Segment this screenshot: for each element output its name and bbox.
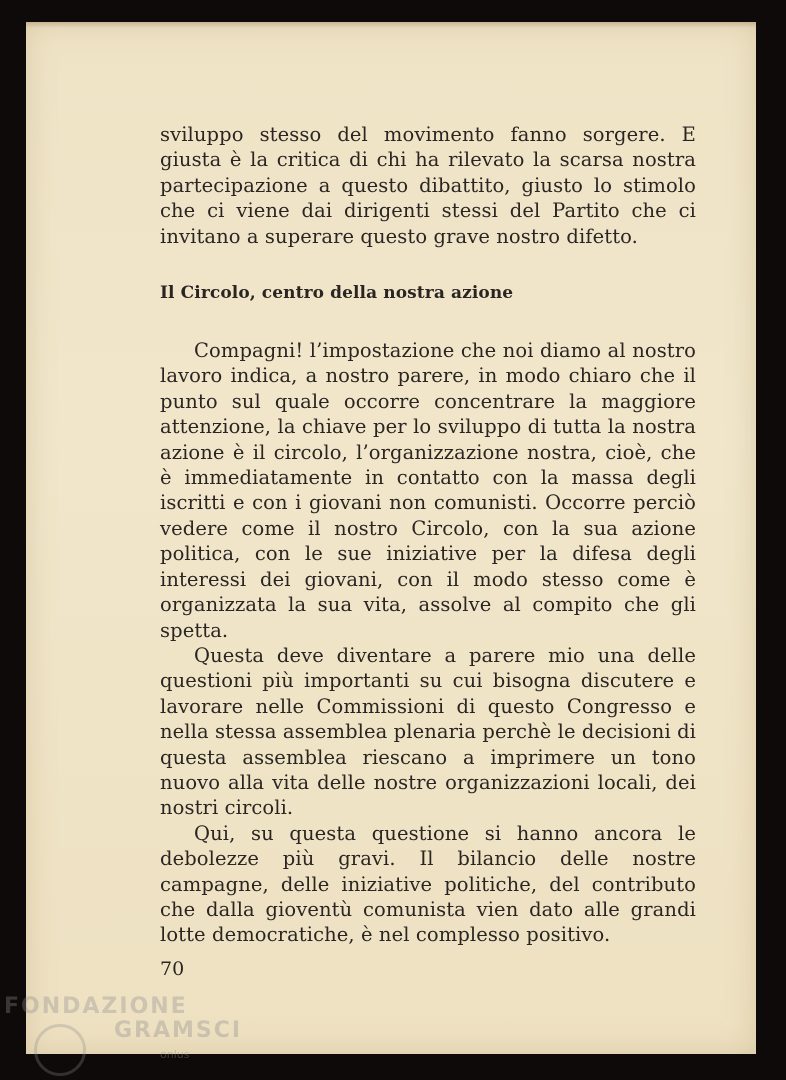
body-text (160, 122, 696, 948)
watermark-line2: GRAMSCI (114, 1018, 243, 1043)
paragraph-2: Questa deve diventare a parere mio una delle questioni più importanti su cui bisogna discutere e lavorare nelle Commissioni di questo Congresso e nella stessa assemblea plenaria perchè le decisioni di questa assemblea riescano a imprimere un tono nuovo alla vita delle nostre organizzazioni locali, dei nostri circoli. (160, 643, 697, 820)
watermark-line3: onlus (160, 1048, 190, 1061)
paragraph-1: Compagni! l’impostazione che noi diamo al nostro lavoro indica, a nostro parere, in modo chiaro che il punto sul quale occorre concentrare la maggiore attenzione, la chiave per lo sviluppo di tutta la nostra azione è il circolo, l’organizzazione nostra, cioè, che è immediatamente in contatto con la massa degli iscritti e con i giovani non comunisti. Occorre perciò vedere come il nostro Circolo, con la sua azione politica, con le sue iniziative per la difesa degli interessi dei giovani, con il modo stesso come è organizzata la sua vita, assolve al compito che gli spetta. (160, 339, 696, 642)
watermark-line1: FONDAZIONE (4, 994, 188, 1019)
book-page (26, 22, 756, 1054)
paragraph-continued: sviluppo stesso del movimento fanno sorgere. E giusta è la critica di chi ha rilevato la scarsa nostra partecipazione a questo dibattito, giusto lo stimolo che ci viene dai dirigenti stessi del Partito che ci invitano a superare questo grave nostro difetto. (160, 123, 696, 248)
page-number: 70 (160, 958, 185, 980)
section-heading: Il Circolo, centro della nostra azione (160, 283, 514, 304)
paragraph-3: Qui, su questa questione si hanno ancora le debolezze più gravi. Il bilancio delle nostre campagne, delle iniziative politiche, del contributo che dalla gioventù comunista vien dato alle grandi lotte democratiche, è nel complesso positivo. (160, 821, 696, 947)
